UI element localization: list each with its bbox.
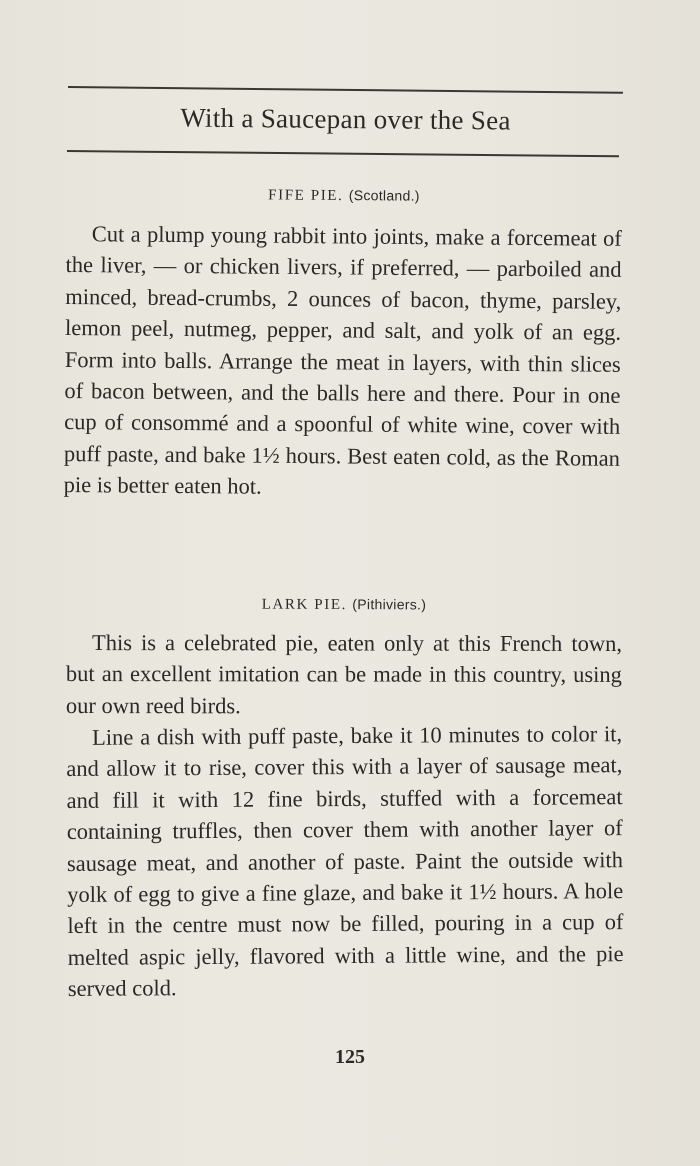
recipe-title: LARK PIE. — [261, 596, 348, 614]
recipe-origin: (Pithiviers.) — [352, 596, 427, 613]
recipe-paragraph: Line a dish with puff paste, bake it 10 minutes to color it, and allow it to rise, cover this with a layer of sausage meat, and fill it with 12 fine birds, stuffed with a forcemeat containing truffles, then cover them with another layer of sausage meat, and another of paste. Paint the outside with yolk of egg to give a fine glaze, and bake it 1½ hours. A hole left in the centre must now be filled, pouring in a cup of melted aspic jelly, flavored with a little wine, and the pie served cold. — [66, 721, 624, 1002]
recipe-paragraph: This is a celebrated pie, eaten only at this French town, but an excellent imitation can be made in this country, using our own reed birds. — [65, 630, 622, 719]
recipe-title: FIFE PIE. — [268, 187, 344, 204]
page-number: 125 — [335, 1046, 365, 1068]
header-rule-top — [68, 86, 623, 94]
running-head: With a Saucepan over the Sea — [180, 102, 511, 136]
header-rule-bottom — [67, 150, 619, 157]
recipe-origin: (Scotland.) — [348, 187, 420, 204]
recipe-paragraph: Cut a plump young rabbit into joints, make a forcemeat of the liver, — or chicken livers, if preferred, — parboiled and minced, bread-crumbs, 2 ounces of bacon, thyme, parsley, lemon peel, nutmeg, pepper, and salt, and yolk of an egg. Form into balls. Arrange the meat in layers, with thin slices of bacon between, and the balls here and there. Pour in one cup of consommé and a spoonful of white wine, cover with puff paste, and bake 1½ hours. Best eaten cold, as the Roman pie is better eaten hot. — [63, 221, 622, 499]
section-title-lark-pie — [66, 595, 622, 616]
section-title-fife-pie — [66, 185, 622, 208]
